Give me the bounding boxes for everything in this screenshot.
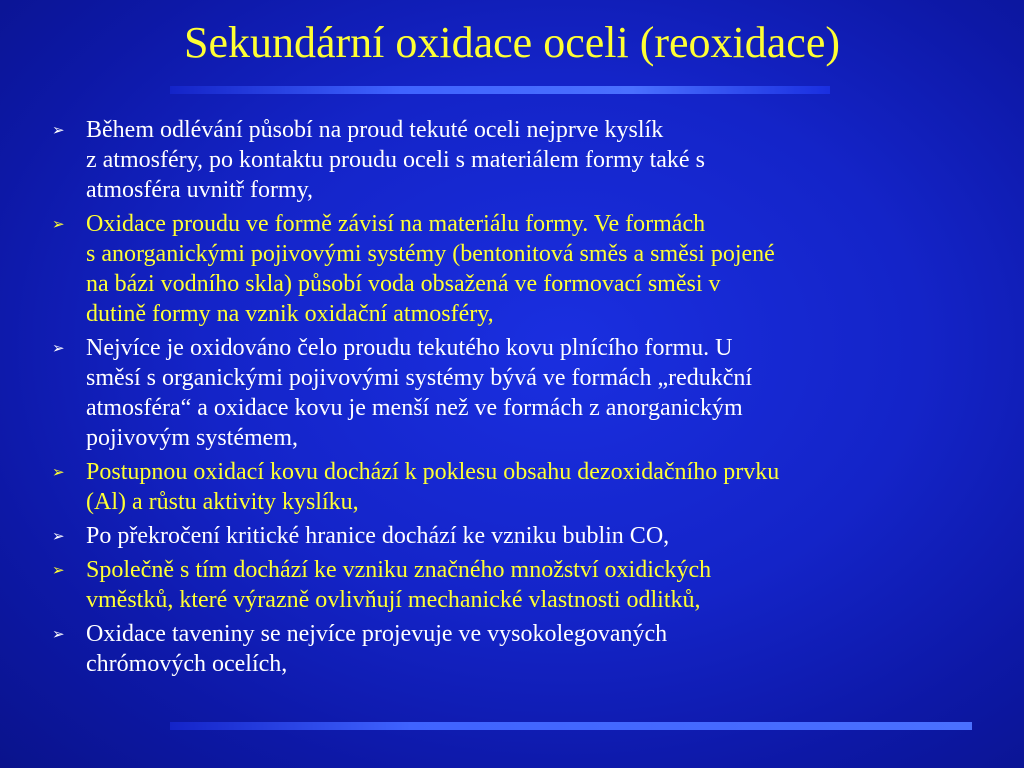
bullet-text-line: Společně s tím dochází ke vzniku značného množství oxidických bbox=[86, 557, 712, 583]
arrowhead-bullet-icon: ➢ bbox=[52, 561, 65, 579]
bullet-item bbox=[50, 555, 1000, 615]
bullet-text-line: s anorganickými pojivovými systémy (bentonitová směs a směsi pojené bbox=[86, 241, 775, 267]
bullet-list bbox=[50, 115, 1000, 683]
bullet-text-line: pojivovým systémem, bbox=[86, 425, 298, 451]
bullet-item bbox=[50, 333, 1000, 453]
bullet-text-line: atmosféra uvnitř formy, bbox=[86, 177, 314, 203]
bullet-text-line: Postupnou oxidací kovu dochází k poklesu obsahu dezoxidačního prvku bbox=[86, 459, 780, 485]
arrowhead-bullet-icon: ➢ bbox=[52, 121, 65, 139]
slide-title: Sekundární oxidace oceli (reoxidace) bbox=[183, 18, 841, 67]
bullet-text-line: směsí s organickými pojivovými systémy bývá ve formách „redukční bbox=[86, 365, 753, 391]
bullet-text-line: Oxidace taveniny se nejvíce projevuje ve vysokolegovaných bbox=[86, 621, 668, 647]
arrowhead-bullet-icon: ➢ bbox=[52, 215, 65, 233]
bullet-text-line: dutině formy na vznik oxidační atmosféry, bbox=[86, 301, 494, 327]
arrowhead-bullet-icon: ➢ bbox=[52, 463, 65, 481]
bullet-text-line: Nejvíce je oxidováno čelo proudu tekutého kovu plnícího formu. U bbox=[86, 335, 733, 361]
arrowhead-bullet-icon: ➢ bbox=[52, 527, 65, 545]
bullet-item bbox=[50, 115, 1000, 205]
bullet-item bbox=[50, 457, 1000, 517]
bullet-text-line: vměstků, které výrazně ovlivňují mechanické vlastnosti odlitků, bbox=[86, 587, 701, 613]
arrowhead-bullet-icon: ➢ bbox=[52, 339, 65, 357]
arrowhead-bullet-icon: ➢ bbox=[52, 625, 65, 643]
title-divider bbox=[170, 86, 830, 94]
bullet-text-line: chrómových ocelích, bbox=[86, 651, 288, 677]
bullet-text-line: Po překročení kritické hranice dochází ke vzniku bublin CO, bbox=[86, 523, 670, 549]
bullet-text-line: Během odlévání působí na proud tekuté oceli nejprve kyslík bbox=[86, 117, 664, 143]
bullet-item bbox=[50, 209, 1000, 329]
bullet-item bbox=[50, 619, 1000, 679]
bullet-item bbox=[50, 521, 1000, 551]
bullet-text-line: na bázi vodního skla) působí voda obsažená ve formovací směsi v bbox=[86, 271, 721, 297]
bullet-text-line: Oxidace proudu ve formě závisí na materiálu formy. Ve formách bbox=[86, 211, 706, 237]
footer-divider bbox=[170, 722, 972, 730]
bullet-text-line: atmosféra“ a oxidace kovu je menší než ve formách z anorganickým bbox=[86, 395, 743, 421]
bullet-text-line: z atmosféry, po kontaktu proudu oceli s materiálem formy také s bbox=[86, 147, 705, 173]
bullet-text-line: (Al) a růstu aktivity kyslíku, bbox=[86, 489, 359, 515]
